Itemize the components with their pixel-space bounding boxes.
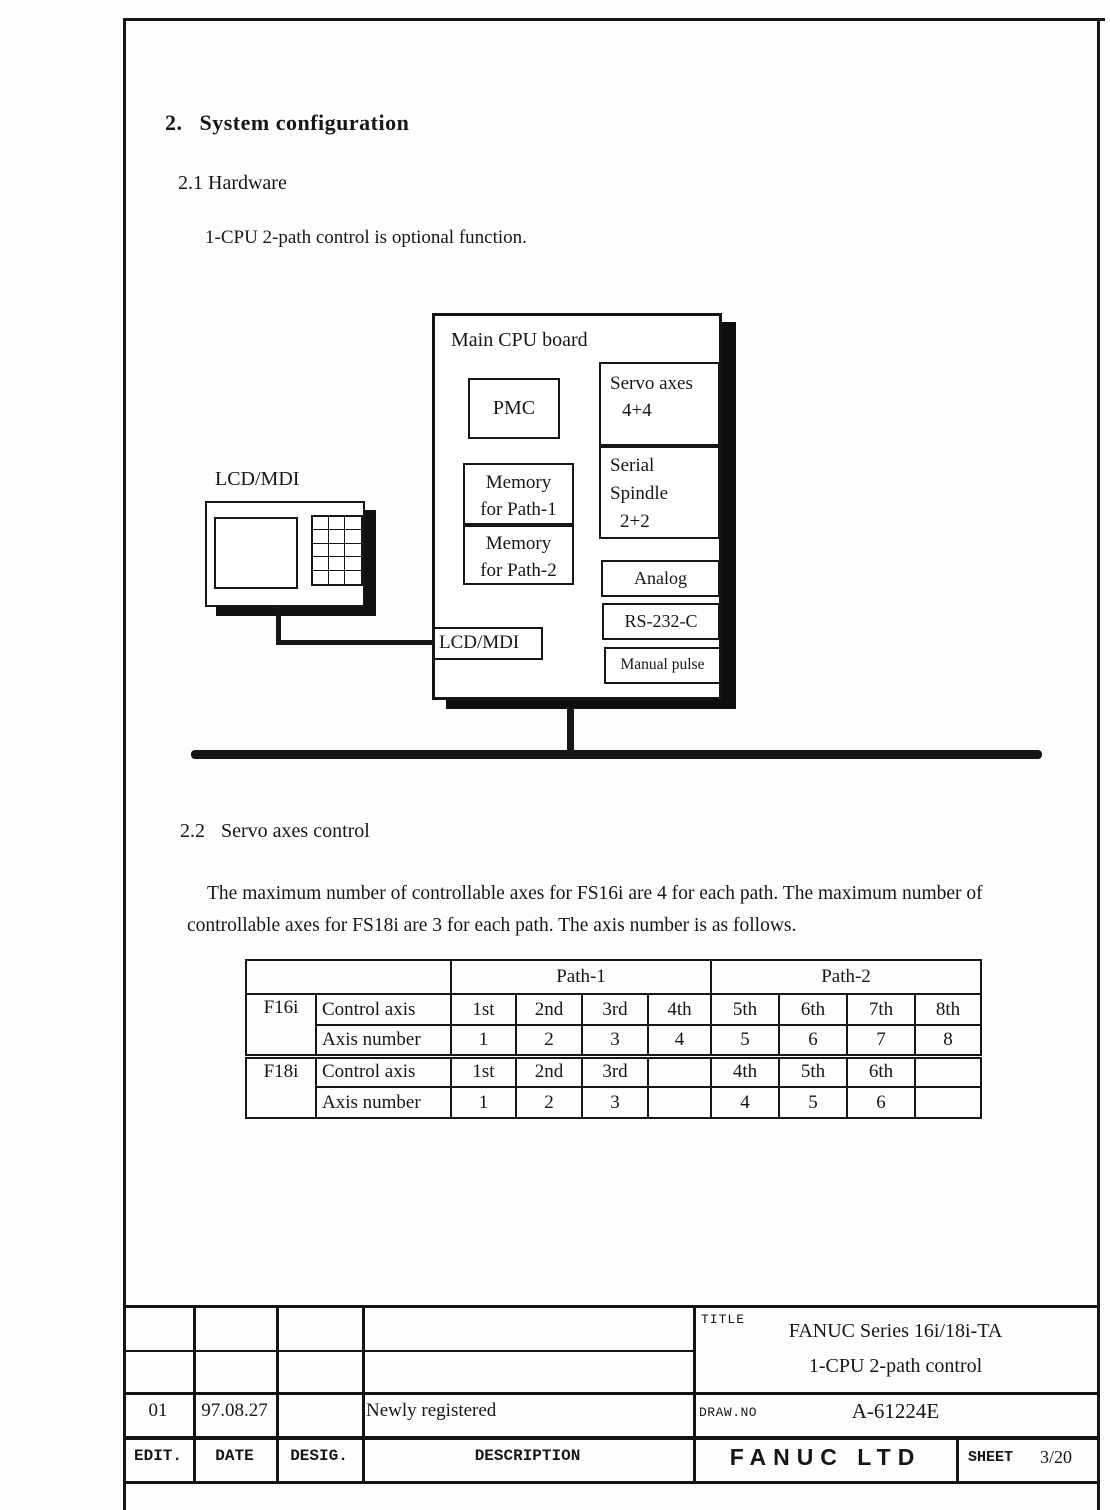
section-2-2-number: 2.2 bbox=[180, 820, 205, 842]
f16i-control-4: 4th bbox=[648, 994, 711, 1025]
lcd-screen bbox=[214, 517, 298, 589]
serial-spindle-line2: Spindle bbox=[610, 483, 669, 504]
f18i-axis-2: 2 bbox=[516, 1087, 582, 1118]
lcd-mdi-unit bbox=[205, 501, 365, 607]
titleblock-line bbox=[123, 1436, 1100, 1440]
f18i-axis-8 bbox=[915, 1087, 981, 1118]
title-label: TITLE bbox=[701, 1312, 746, 1327]
f18i-control-2: 2nd bbox=[516, 1056, 582, 1087]
f16i-control-label: Control axis bbox=[316, 994, 451, 1025]
rs232c-box: RS-232-C bbox=[602, 603, 720, 640]
path1-header: Path-1 bbox=[451, 960, 711, 994]
section-2-number: 2. bbox=[165, 110, 183, 135]
section-2-title: System configuration bbox=[199, 110, 410, 135]
company-name: FANUC LTD bbox=[729, 1444, 922, 1470]
serial-spindle-box bbox=[599, 446, 720, 539]
lcd-connector-vertical bbox=[276, 605, 281, 645]
memory-path2-line2: for Path-2 bbox=[480, 560, 557, 581]
main-cpu-board-label: Main CPU board bbox=[451, 329, 588, 351]
pmc-box: PMC bbox=[468, 378, 560, 439]
f16i-axis-7: 7 bbox=[847, 1025, 915, 1056]
table-row bbox=[246, 1025, 981, 1056]
f18i-axis-4 bbox=[648, 1087, 711, 1118]
f18i-control-6: 5th bbox=[779, 1056, 847, 1087]
analog-box: Analog bbox=[601, 560, 720, 597]
f16i-axis-5: 5 bbox=[711, 1025, 779, 1056]
document-title-line2: 1-CPU 2-path control bbox=[808, 1355, 983, 1377]
description-column-label: DESCRIPTION bbox=[474, 1447, 581, 1465]
f18i-control-3: 3rd bbox=[582, 1056, 648, 1087]
f18i-model-cell: F18i bbox=[246, 1056, 316, 1118]
memory-path2-box bbox=[463, 525, 574, 585]
f18i-axis-label: Axis number bbox=[316, 1087, 451, 1118]
titleblock-line bbox=[123, 1392, 1100, 1395]
f18i-axis-7: 6 bbox=[847, 1087, 915, 1118]
f18i-control-8 bbox=[915, 1056, 981, 1087]
document-title-line1: FANUC Series 16i/18i-TA bbox=[788, 1320, 1003, 1342]
table-header-row bbox=[246, 960, 981, 994]
f18i-axis-5: 4 bbox=[711, 1087, 779, 1118]
f16i-axis-8: 8 bbox=[915, 1025, 981, 1056]
f16i-control-5: 5th bbox=[711, 994, 779, 1025]
servo-axes-box bbox=[599, 362, 720, 446]
f16i-axis-1: 1 bbox=[451, 1025, 516, 1056]
f16i-control-3: 3rd bbox=[582, 994, 648, 1025]
titleblock-line bbox=[123, 1305, 1100, 1308]
lcd-mdi-unit-label: LCD/MDI bbox=[215, 468, 300, 490]
paragraph-line1: The maximum number of controllable axes for FS16i are 4 for each path. The maximum number of bbox=[207, 883, 983, 904]
board-bus-connector bbox=[567, 698, 574, 754]
f18i-control-label: Control axis bbox=[316, 1056, 451, 1087]
memory-path1-line2: for Path-1 bbox=[480, 499, 557, 520]
memory-path1-line1: Memory bbox=[485, 472, 552, 493]
f18i-control-7: 6th bbox=[847, 1056, 915, 1087]
f16i-axis-4: 4 bbox=[648, 1025, 711, 1056]
page-border-right bbox=[1097, 18, 1100, 1510]
drawing-number: A-61224E bbox=[851, 1399, 940, 1423]
optional-function-note: 1-CPU 2-path control is optional function. bbox=[205, 227, 527, 248]
manual-pulse-box: Manual pulse bbox=[604, 647, 721, 684]
table-corner-cell bbox=[246, 960, 451, 994]
f16i-axis-6: 6 bbox=[779, 1025, 847, 1056]
table-row bbox=[246, 1056, 981, 1087]
memory-path2-line1: Memory bbox=[485, 533, 552, 554]
section-2-2-title: Servo axes control bbox=[221, 820, 370, 842]
revision-date: 97.08.27 bbox=[201, 1400, 268, 1421]
f16i-axis-label: Axis number bbox=[316, 1025, 451, 1056]
path2-header: Path-2 bbox=[711, 960, 981, 994]
table-row bbox=[246, 994, 981, 1025]
f18i-axis-3: 3 bbox=[582, 1087, 648, 1118]
table-row bbox=[246, 1087, 981, 1118]
memory-path1-box bbox=[463, 463, 574, 525]
titleblock-line bbox=[123, 1350, 695, 1352]
page-border-top bbox=[123, 18, 1105, 21]
f16i-control-7: 7th bbox=[847, 994, 915, 1025]
section-2-2-heading bbox=[180, 820, 370, 843]
servo-axes-line1: Servo axes bbox=[610, 373, 693, 394]
f18i-control-5: 4th bbox=[711, 1056, 779, 1087]
mdi-keypad bbox=[311, 515, 363, 586]
f18i-axis-6: 5 bbox=[779, 1087, 847, 1118]
f18i-axis-1: 1 bbox=[451, 1087, 516, 1118]
f18i-control-4 bbox=[648, 1056, 711, 1087]
paragraph-line2: controllable axes for FS18i are 3 for each path. The axis number is as follows. bbox=[187, 915, 797, 936]
page-border-left bbox=[123, 18, 126, 1510]
f16i-model-cell: F16i bbox=[246, 994, 316, 1056]
f16i-control-1: 1st bbox=[451, 994, 516, 1025]
drawno-label: DRAW.NO bbox=[699, 1405, 758, 1420]
revision-description: Newly registered bbox=[366, 1400, 497, 1421]
serial-spindle-line1: Serial bbox=[610, 455, 655, 476]
f16i-axis-2: 2 bbox=[516, 1025, 582, 1056]
f16i-control-2: 2nd bbox=[516, 994, 582, 1025]
lcd-connector-horizontal bbox=[276, 640, 436, 645]
serial-spindle-line3: 2+2 bbox=[620, 511, 650, 532]
f16i-axis-3: 3 bbox=[582, 1025, 648, 1056]
section-2-heading bbox=[165, 110, 409, 136]
bus-line bbox=[191, 750, 1042, 759]
titleblock-line bbox=[123, 1481, 1100, 1484]
section-2-1-heading: 2.1 Hardware bbox=[178, 172, 287, 194]
f16i-control-8: 8th bbox=[915, 994, 981, 1025]
edit-column-label: EDIT. bbox=[133, 1447, 182, 1465]
revision-edit: 01 bbox=[148, 1400, 168, 1421]
f16i-control-6: 6th bbox=[779, 994, 847, 1025]
lcd-mdi-interface-box: LCD/MDI bbox=[433, 627, 543, 660]
servo-axes-line2: 4+4 bbox=[622, 400, 652, 421]
sheet-number: 3/20 bbox=[1040, 1447, 1073, 1467]
f18i-control-1: 1st bbox=[451, 1056, 516, 1087]
desig-column-label: DESIG. bbox=[290, 1447, 348, 1465]
servo-axes-paragraph bbox=[187, 878, 1087, 942]
sheet-label: SHEET bbox=[968, 1449, 1014, 1466]
date-column-label: DATE bbox=[215, 1447, 254, 1465]
axis-number-table bbox=[245, 959, 982, 1119]
